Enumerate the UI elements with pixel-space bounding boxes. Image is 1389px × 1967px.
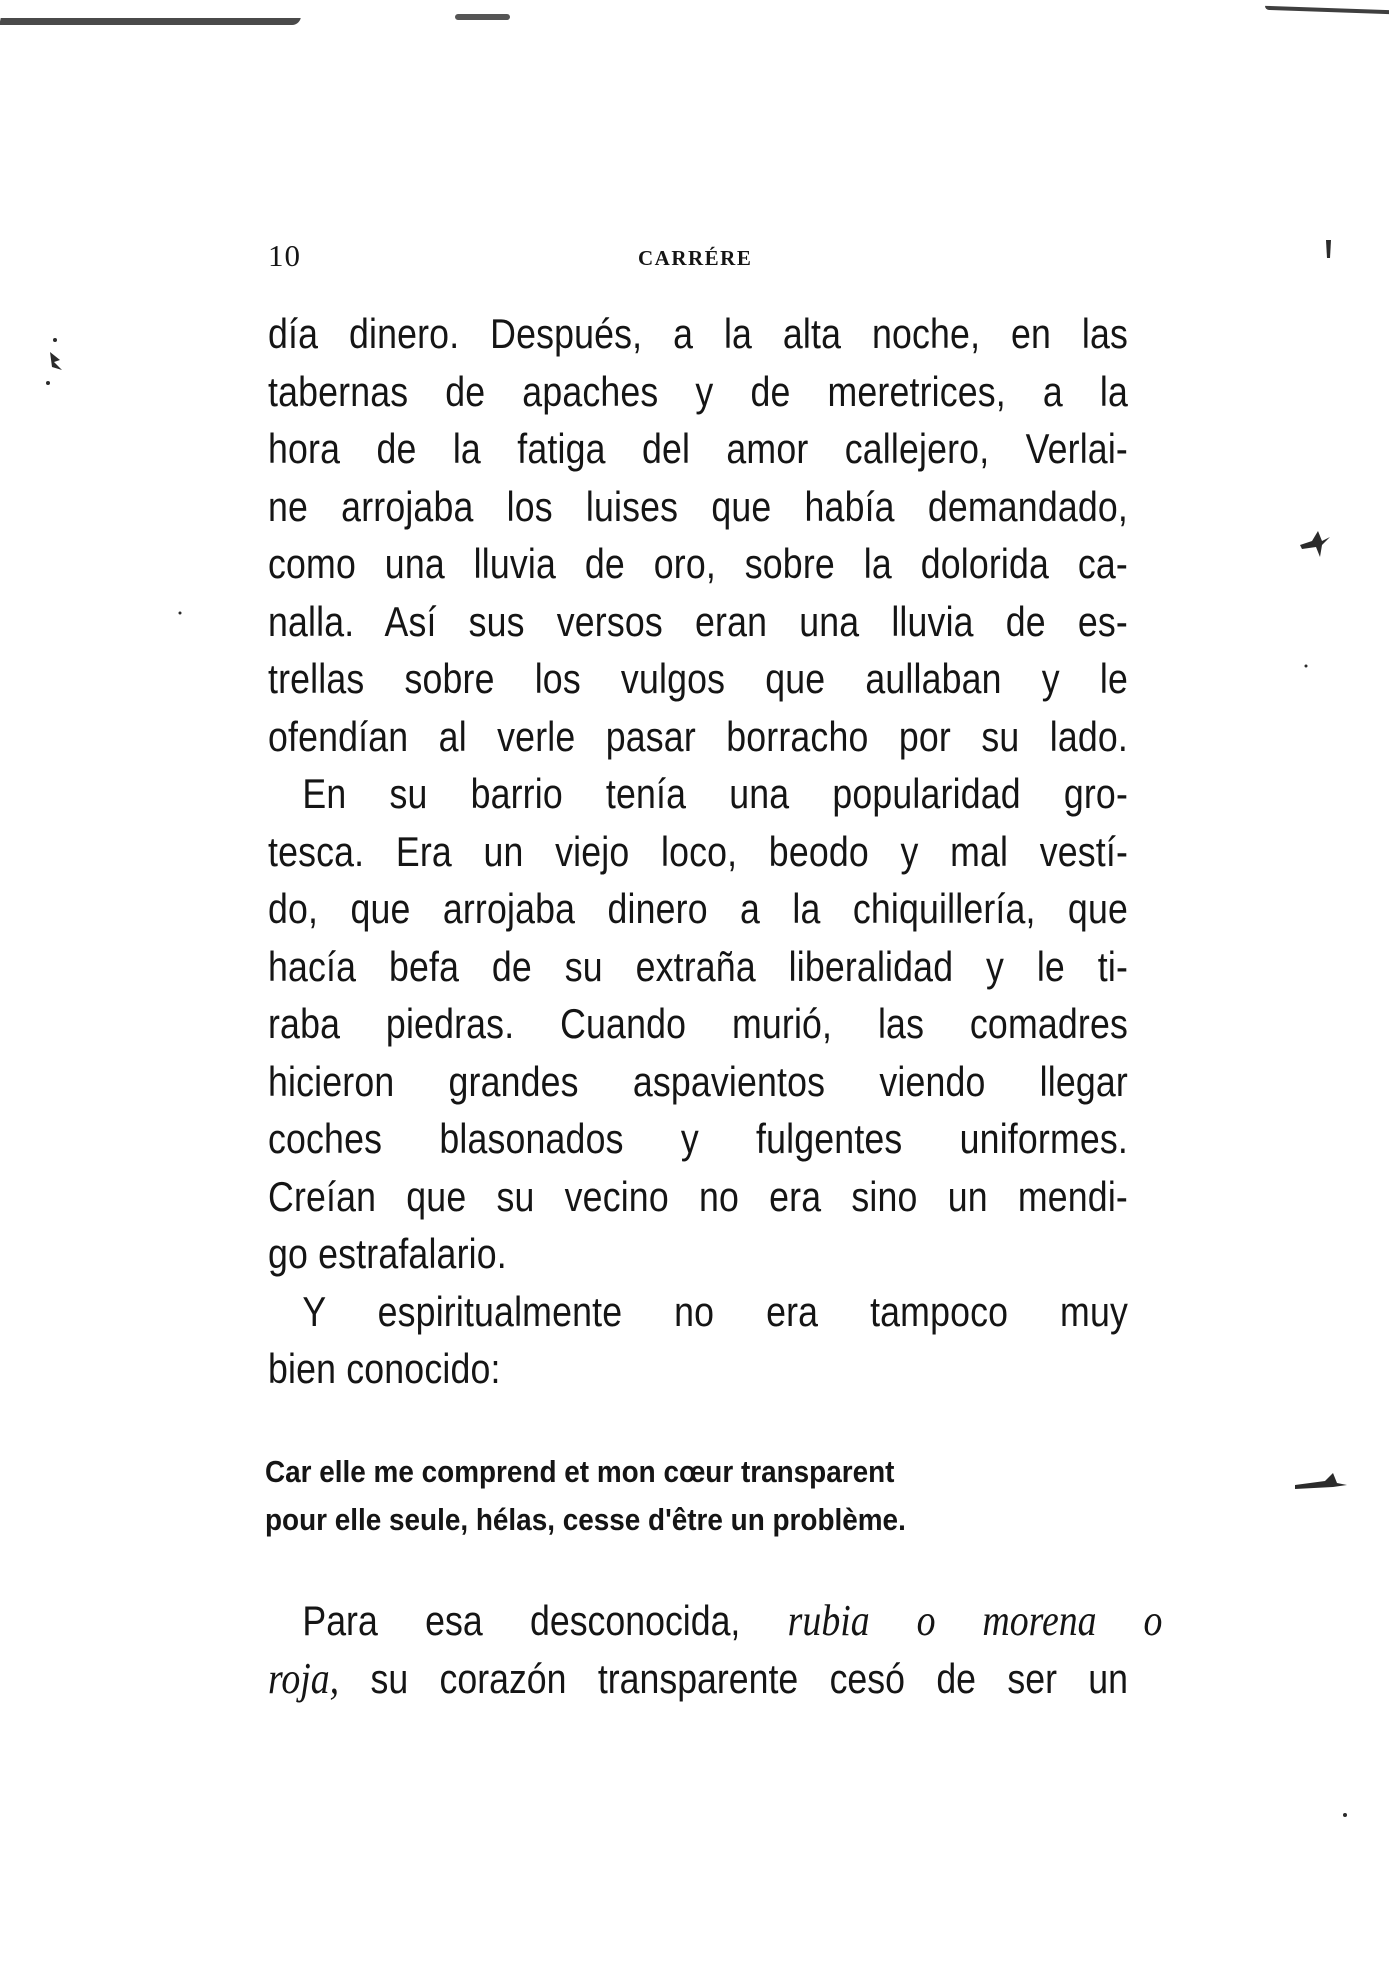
text-run: su corazón transparente cesó de ser un (339, 1654, 1128, 1702)
text-line: ofendían al verle pasar borracho por su lado. (268, 712, 1128, 760)
text-line: Creían que su vecino no era sino un mendi- (268, 1172, 1128, 1220)
text-line: raba piedras. Cuando murió, las comadres (268, 1000, 1128, 1047)
text-line: hora de la fatiga del amor callejero, Verlai- (268, 425, 1128, 472)
speck (1305, 665, 1308, 668)
speck (50, 352, 62, 370)
text-line: hacía befa de su extraña liberalidad y le ti- (268, 942, 1128, 990)
text-run: Para esa desconocida, (302, 1597, 788, 1644)
text-line: go estrafalario. (268, 1230, 507, 1277)
text-line: do, que arrojaba dinero a la chiquillería, que (268, 885, 1128, 932)
text-line (268, 1592, 1162, 1650)
speck (1300, 531, 1330, 557)
verse-line: Car elle me comprend et mon cœur transparent (265, 1454, 895, 1489)
speck (46, 381, 50, 385)
text-line: trellas sobre los vulgos que aullaban y le (268, 655, 1128, 702)
running-head: CARRÉRE (638, 246, 753, 270)
italic-run: roja, (268, 1653, 340, 1703)
page-header (268, 238, 1128, 278)
speck (53, 338, 57, 342)
text-line: nalla. Así sus versos eran una lluvia de es- (268, 597, 1128, 645)
speck (179, 612, 182, 615)
text-line: coches blasonados y fulgentes uniformes. (268, 1115, 1128, 1162)
text-line: como una lluvia de oro, sobre la dolorida ca- (268, 540, 1128, 587)
text-line: tabernas de apaches y de meretrices, a la (268, 367, 1128, 415)
body-text (268, 305, 1128, 1398)
page-number: 10 (268, 238, 301, 273)
text-line: En su barrio tenía una popularidad gro- (302, 770, 1128, 817)
text-line: ne arrojaba los luises que había demandado, (268, 482, 1128, 530)
text-line: tesca. Era un viejo loco, beodo y mal vestí- (268, 827, 1128, 875)
text-line: Y espiritualmente no era tampoco muy (302, 1287, 1128, 1335)
final-paragraph (268, 1592, 1163, 1707)
italic-run: rubia o morena o (787, 1596, 1163, 1645)
speck (1326, 240, 1331, 258)
text-line: bien conocido: (268, 1345, 501, 1392)
speck (1343, 1813, 1347, 1817)
text-line (268, 1650, 1128, 1708)
text-line: hicieron grandes aspavientos viendo llegar (268, 1057, 1128, 1105)
verse-line: pour elle seule, hélas, cesse d'être un problème. (265, 1502, 906, 1537)
verse-quote (265, 1448, 1039, 1544)
speck (1295, 1473, 1347, 1489)
text-line: día dinero. Después, a la alta noche, en las (268, 310, 1128, 357)
